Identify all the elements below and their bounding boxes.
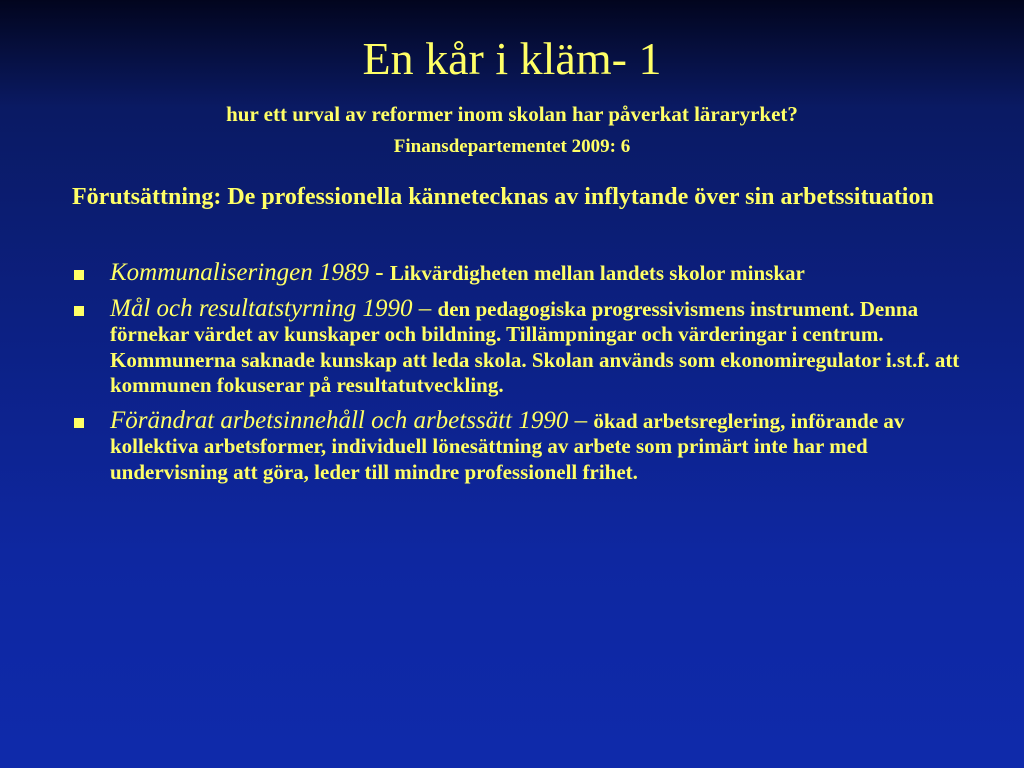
bullet-text: den pedagogiska progressivismens instrument. Denna förnekar värdet av kunskaper och bildning. Tillämpningar och värderingar i centrum. Kommunerna saknade kunskap att leda skola. Skolan används som ekonomiregulator i.st.f. att kommunen fokuserar på resultatutveckling. [110,296,960,397]
bullet-lead: Mål och resultatstyrning 1990 – [110,294,438,322]
slide-subtitle: hur ett urval av reformer inom skolan har påverkat läraryrket? [226,102,798,126]
square-bullet-icon [74,418,84,428]
bullet-lead: Förändrat arbetsinnehåll och arbetssätt 1990 – [110,406,594,434]
source-reference: Finansdepartementet 2009: 6 [393,136,631,157]
bullet-text: Likvärdigheten mellan landets skolor minskar [389,261,805,285]
square-bullet-icon [74,306,84,316]
slide-title: En kår i kläm- 1 [362,33,662,84]
bullet-item [72,296,972,399]
premise-text: Förutsättning: De professionella kännetecknas av inflytande över sin arbetssituation [72,184,934,210]
bullet-text: ökad arbetsreglering, införande av kollektiva arbetsformer, individuell lönesättning av arbete som primärt inte har med undervisning att göra, leder till mindre professionell frihet. [110,408,905,484]
square-bullet-icon [74,270,84,280]
slide-body [72,182,972,494]
bullet-item [72,408,972,486]
bullet-lead: Kommunaliseringen 1989 - [110,259,390,286]
bullet-list [72,260,972,485]
bullet-item [72,260,972,287]
